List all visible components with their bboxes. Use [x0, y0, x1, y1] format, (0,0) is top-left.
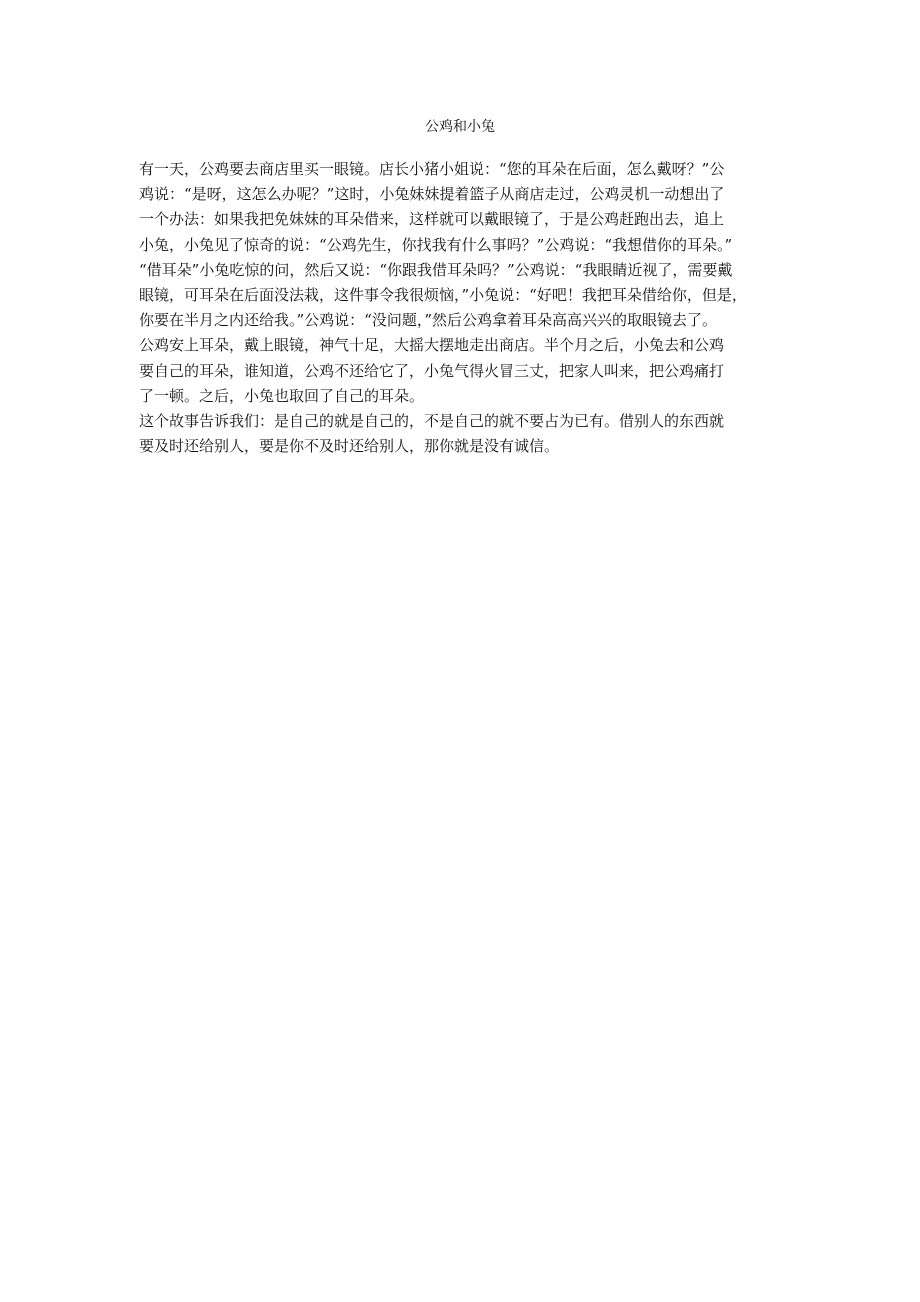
text-line: 有一天，公鸡要去商店里买一眼镜。店长小猪小姐说：“您的耳朵在后面，怎么戴呀？”公: [139, 160, 725, 178]
text-line: 小兔，小兔见了惊奇的说：“公鸡先生，你找我有什么事吗？”公鸡说：“我想借你的耳朵。”: [139, 235, 733, 254]
text-line: “借耳朵”小兔吃惊的问，然后又说：“你跟我借耳朵吗？”公鸡说：“我眼睛近视了，需要戴: [139, 260, 733, 279]
text-line: 一个办法：如果我把免妹妹的耳朵借来，这样就可以戴眼镜了，于是公鸡赶跑出去，追上: [139, 210, 725, 229]
text-line: 了一顿。之后，小兔也取回了自己的耳朵。: [139, 386, 425, 405]
text-line: 要及时还给别人，要是你不及时还给别人，那你就是没有诚信。: [139, 437, 560, 456]
document-title: 公鸡和小兔: [425, 119, 495, 135]
text-line: 你要在半月之内还给我。”公鸡说：“没问题，”然后公鸡拿着耳朵高高兴兴的取眼镜去了。: [139, 311, 718, 330]
text-line: 要自己的耳朵，谁知道，公鸡不还给它了，小兔气得火冒三丈，把家人叫来，把公鸡痛打: [139, 361, 725, 380]
text-line: 这个故事告诉我们：是自己的就是自己的，不是自己的就不要占为已有。借别人的东西就: [139, 411, 725, 430]
text-line: 公鸡安上耳朵，戴上眼镜，神气十足，大摇大摆地走出商店。半个月之后，小兔去和公鸡: [139, 336, 725, 355]
story-text: [139, 157, 779, 459]
text-line: 鸡说：“是呀，这怎么办呢？”这时，小兔妹妹提着篮子从商店走过，公鸡灵机一动想出了: [139, 185, 725, 204]
text-line: 眼镜，可耳朵在后面没法栽，这件事令我很烦恼，”小兔说：“好吧！我把耳朵借给你，但是，: [139, 285, 747, 304]
